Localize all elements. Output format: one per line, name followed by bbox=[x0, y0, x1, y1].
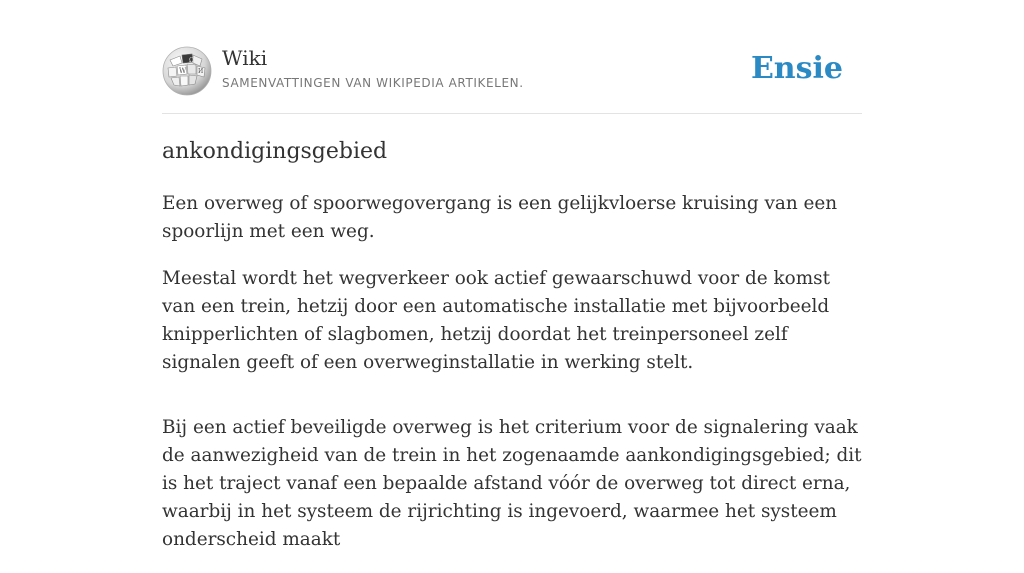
svg-text:W: W bbox=[179, 67, 187, 75]
svg-text:Ω: Ω bbox=[189, 57, 194, 64]
page-title: ankondigingsgebied bbox=[162, 139, 388, 164]
article-paragraph: Een overweg of spoorwegovergang is een gelijkvloerse kruising van een spoorlijn met een weg. bbox=[162, 193, 838, 242]
site-tagline: SAMENVATTINGEN VAN WIKIPEDIA ARTIKELEN. bbox=[222, 76, 524, 90]
brand-logo[interactable]: Ensie bbox=[750, 51, 843, 86]
wikipedia-globe-icon[interactable] bbox=[162, 46, 212, 96]
article-paragraph: Meestal wordt het wegverkeer ook actief gewaarschuwd voor de komst van een trein, hetzij door een automatische installatie met bijvoorbeeld knipperlichten of slagbomen, hetzij doordat het treinpersoneel zelf signalen geeft of een overweginstallatie in werking stelt. bbox=[162, 268, 830, 373]
page-container bbox=[162, 0, 862, 550]
article-content bbox=[162, 190, 866, 573]
svg-text:И: И bbox=[198, 68, 204, 75]
site-header bbox=[162, 0, 862, 114]
site-title[interactable]: Wiki bbox=[222, 46, 268, 70]
article-paragraph: Bij een actief beveiligde overweg is het criterium voor de signalering vaak de aanwezigheid van de trein in het zogenaamde aankondigingsgebied; dit is het traject vanaf een bepaalde afstand vóór de overweg tot direct erna, waarbij in het systeem de rijrichting is ingevoerd, waarmee het systeem onderscheid maakt bbox=[162, 417, 862, 550]
